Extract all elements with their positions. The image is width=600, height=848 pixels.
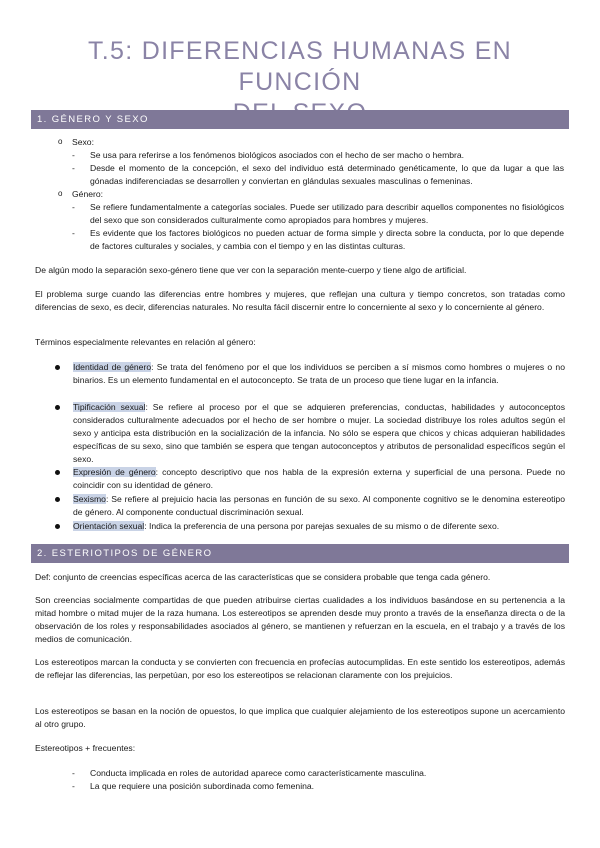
sexo-item-text: Desde el momento de la concepción, el sexo del individuo está determinado genéticamente, lo que da lugar a que las gónadas indiferenciadas se desarrollen y conviertan en glándulas sexuales masculinas o femeninas.: [90, 163, 564, 186]
paragraph: Son creencias socialmente compartidas de que pueden atribuirse ciertas cualidades a los individuos basándose en su pertenencia a la mitad hombre o mitad mujer de la raza humana. Los estereotipos se aprenden desde muy pronto a través de la enseñanza directa o de la observación de los roles y responsabilidades asociados al género, se mantienen y refuerzan en la escuela, en el trabajo y a través de los medios de comunicación.: [35, 595, 565, 644]
dash-bullet-icon: -: [72, 781, 75, 791]
title-line-1: T.5: DIFERENCIAS HUMANAS EN FUNCIÓN: [87, 37, 513, 96]
definition-paragraph: Def: conjunto de creencias específicas acerca de las características que se considera probable que tenga cada género.: [35, 572, 491, 582]
paragraph: De algún modo la separación sexo-género tiene que ver con la separación mente-cuerpo y tiene algo de artificial.: [35, 265, 467, 275]
term-text: : Indica la preferencia de una persona por parejas sexuales de su mismo o de diferente sexo.: [144, 521, 500, 531]
dash-bullet-icon: -: [72, 163, 75, 173]
genero-item-text: Se refiere fundamentalmente a categorías sociales. Puede ser utilizado para describir aquellos componentes no fisiológicos del sexo que son considerados culturalmente como apropiados para hombres y mujeres.: [90, 202, 564, 225]
dash-bullet-icon: -: [72, 228, 75, 238]
circle-bullet-icon: o: [58, 137, 63, 146]
term-name: Identidad de género: [73, 362, 152, 372]
term-name: Expresión de género: [73, 467, 156, 477]
term-name: Sexismo: [73, 494, 106, 504]
term-text: : concepto descriptivo que nos habla de la expresión externa y superficial de una persona. Puede no coincidir con su identidad de género.: [73, 467, 565, 490]
sexo-label: Sexo:: [72, 137, 94, 147]
term-name: Tipificación sexual: [73, 402, 146, 412]
section-heading-estereotipos: 2. ESTERIOTIPOS DE GÉNERO: [31, 544, 569, 563]
circle-bullet-icon: o: [58, 189, 63, 198]
estereotipo-item-text: Conducta implicada en roles de autoridad aparece como característicamente masculina.: [90, 768, 427, 778]
paragraph: Estereotipos + frecuentes:: [35, 743, 136, 753]
genero-label: Género:: [72, 189, 104, 199]
section-heading-genero-sexo: 1. GÉNERO Y SEXO: [31, 110, 569, 129]
paragraph: Términos especialmente relevantes en relación al género:: [35, 337, 256, 347]
term-text: : Se refiere al proceso por el que se adquieren preferencias, conductas, habilidades y autoconceptos considerados culturalmente adecuados por el hecho de ser hombre o mujer. La sociedad distribuye los roles adultos según el sexo y anticipa esta distribución en la socialización de la infancia. No sólo se espera que chicos y chicas adquieran habilidades específicas de su sexo, sino que también se espera que tengan autoconceptos y atributos de personalidad específicos según el sexo.: [73, 402, 565, 464]
bullet-dot-icon: [55, 497, 60, 502]
term-text: : Se trata del fenómeno por el que los individuos se perciben a sí mismos como hombres o mujeres o no binarios. Es un elemento fundamental en el autoconcepto. Se trata de un proceso que tiene lugar en la infancia.: [73, 362, 565, 385]
paragraph: Los estereotipos se basan en la noción de opuestos, lo que implica que cualquier alejamiento de los estereotipos supone un acercamiento al otro grupo.: [35, 706, 565, 729]
genero-item-text: Es evidente que los factores biológicos no pueden actuar de forma simple y directa sobre la conducta, por lo que depende de factores culturales y sociales, y cambia con el tiempo y en las distintas culturas.: [90, 228, 564, 251]
paragraph: El problema surge cuando las diferencias entre hombres y mujeres, que reflejan una cultura y tiempo concretos, son tratadas como diferencias de sexo, es decir, diferencias naturales. No resulta fácil discernir entre lo concerniente al sexo y lo concerniente al género.: [35, 289, 565, 312]
dash-bullet-icon: -: [72, 150, 75, 160]
paragraph: Los estereotipos marcan la conducta y se convierten con frecuencia en profecías autocumplidas. En este sentido los estereotipos, además de reflejar las diferencias, las perpetúan, por eso los estereotipos se relacionan claramente con los prejuicios.: [35, 657, 565, 680]
estereotipo-item-text: La que requiere una posición subordinada como femenina.: [90, 781, 315, 791]
dash-bullet-icon: -: [72, 202, 75, 212]
term-name: Orientación sexual: [73, 521, 145, 531]
sexo-item-text: Se usa para referirse a los fenómenos biológicos asociados con el hecho de ser macho o hembra.: [90, 150, 465, 160]
dash-bullet-icon: -: [72, 768, 75, 778]
bullet-dot-icon: [55, 405, 60, 410]
term-text: : Se refiere al prejuicio hacia las personas en función de su sexo. Al componente cognitivo se le denomina estereotipo de género. Al componente conductual discriminación sexual.: [73, 494, 565, 517]
bullet-dot-icon: [55, 365, 60, 370]
bullet-dot-icon: [55, 470, 60, 475]
bullet-dot-icon: [55, 524, 60, 529]
